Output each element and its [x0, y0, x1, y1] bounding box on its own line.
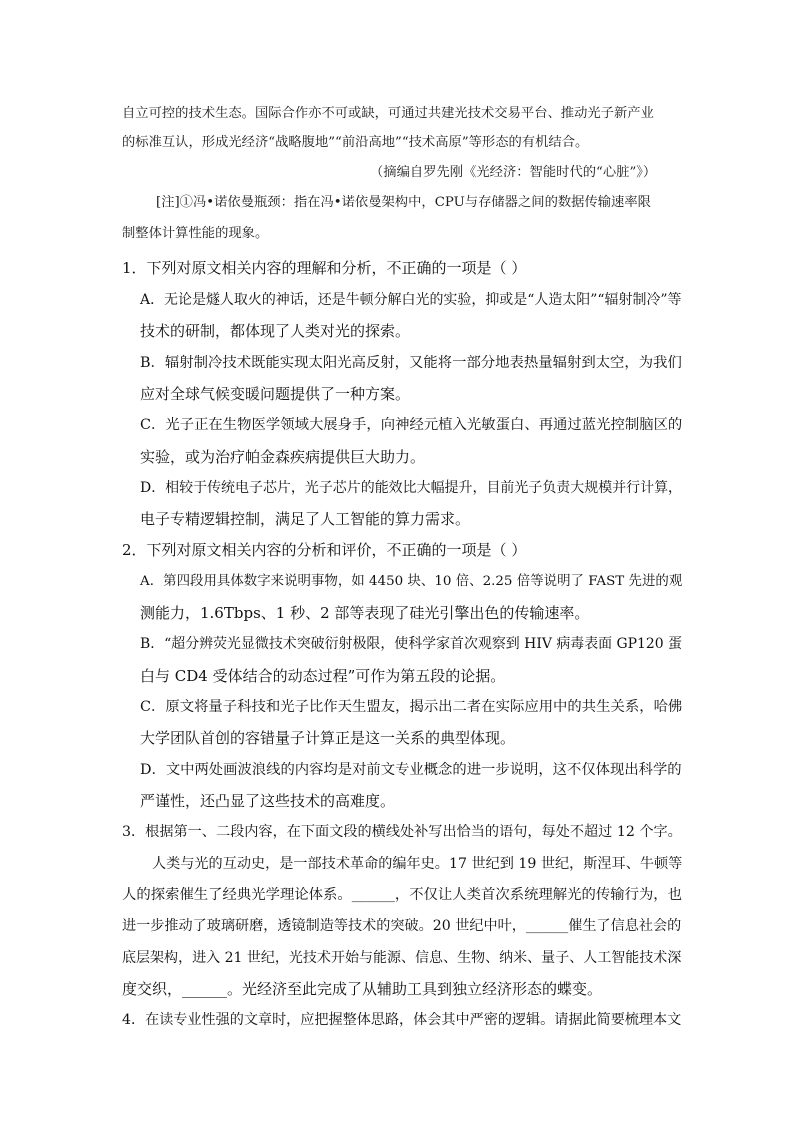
footnote-line: [注]①冯•诺依曼瓶颈：指在冯•诺依曼架构中，CPU与存储器之间的数据传输速率限 [156, 195, 651, 210]
q2-option-d: D．文中两处画波浪线的内容均是对前文专业概念的进一步说明，这不仅体现出科学的 [140, 762, 682, 778]
q1-option-a: A．无论是燧人取火的神话，还是牛顿分解白光的实验，抑或是“人造太阳”“辐射制冷”等 [140, 292, 682, 308]
q1-option-d: D．相较于传统电子芯片，光子芯片的能效比大幅提升，目前光子负责大规模并行计算， [140, 480, 683, 496]
q1-option-b: B．辐射制冷技术既能实现太阳光高反射，又能将一部分地表热量辐射到太空，为我们 [140, 355, 682, 371]
q3-paragraph-line: 度交织，______。光经济至此完成了从辅助工具到独立经济形态的蝶变。 [122, 980, 603, 998]
q1-option-c: C．光子正在生物医学领域大展身手，向神经元植入光敏蛋白、再通过蓝光控制脑区的 [140, 417, 683, 433]
q2-option-b-cont: 白与 CD4 受体结合的动态过程”可作为第五段的论据。 [140, 667, 506, 685]
q3-paragraph-line: 人的探索催生了经典光学理论体系。______，不仅让人类首次系统理解光的传输行为，也 [122, 887, 683, 903]
passage-source: （摘编自罗先刚《光经济：智能时代的“心脏”》） [370, 165, 657, 180]
footnote-line: 制整体计算性能的现象。 [122, 226, 269, 241]
question-1-stem: 1．下列对原文相关内容的理解和分析，不正确的一项是（ ） [122, 259, 527, 277]
q1-option-c-cont: 实验，或为治疗帕金森疾病提供巨大助力。 [140, 448, 426, 466]
question-4-stem: 4．在读专业性强的文章时，应把握整体思路，体会其中严密的逻辑。请据此简要梳理本文 [122, 1012, 682, 1028]
q2-option-a: A．第四段用具体数字来说明事物，如 4450 块、10 倍、2.25 倍等说明了 FAST 先进的观 [140, 574, 683, 589]
q1-option-a-cont: 技术的研制，都体现了人类对光的探索。 [140, 322, 411, 340]
q3-paragraph-line: 进一步推动了玻璃研磨，透镜制造等技术的突破。20 世纪中叶，______催生了信息社会的 [122, 918, 682, 934]
q2-option-c-cont: 大学团队首创的容错量子计算正是这一关系的典型体现。 [140, 729, 516, 747]
q2-option-d-cont: 严谨性，还凸显了这些技术的高难度。 [140, 792, 396, 810]
question-2-stem: 2．下列对原文相关内容的分析和评价，不正确的一项是（ ） [122, 541, 527, 559]
q1-option-b-cont: 应对全球气候变暖问题提供了一种方案。 [140, 385, 411, 403]
q2-option-a-cont: 测能力，1.6Tbps、1 秒、2 部等表现了硅光引擎出色的传输速率。 [140, 604, 590, 622]
passage-line: 的标准互认，形成光经济“战略腹地”“前沿高地”“技术高原”等形态的有机结合。 [122, 135, 589, 150]
q3-paragraph-line: 人类与光的互动史，是一部技术革命的编年史。17 世纪到 19 世纪，斯涅耳、牛顿等 [152, 856, 683, 872]
q2-option-b: B．“超分辨荧光显微技术突破衍射极限，使科学家首次观察到 HIV 病毒表面 GP120 蛋 [140, 636, 682, 652]
q1-option-d-cont: 电子专精逻辑控制，满足了人工智能的算力需求。 [140, 510, 471, 528]
question-3-stem: 3．根据第一、二段内容，在下面文段的横线处补写出恰当的语句，每处不超过 12 个字。 [122, 824, 682, 840]
passage-line: 自立可控的技术生态。国际合作亦不可或缺，可通过共建光技术交易平台、推动光子新产业 [122, 106, 654, 121]
q2-option-c: C．原文将量子科技和光子比作天生盟友，揭示出二者在实际应用中的共生关系，哈佛 [140, 699, 683, 715]
q3-paragraph-line: 底层架构，进入 21 世纪，光技术开始与能源、信息、生物、纳米、量子、人工智能技术深 [122, 950, 682, 966]
